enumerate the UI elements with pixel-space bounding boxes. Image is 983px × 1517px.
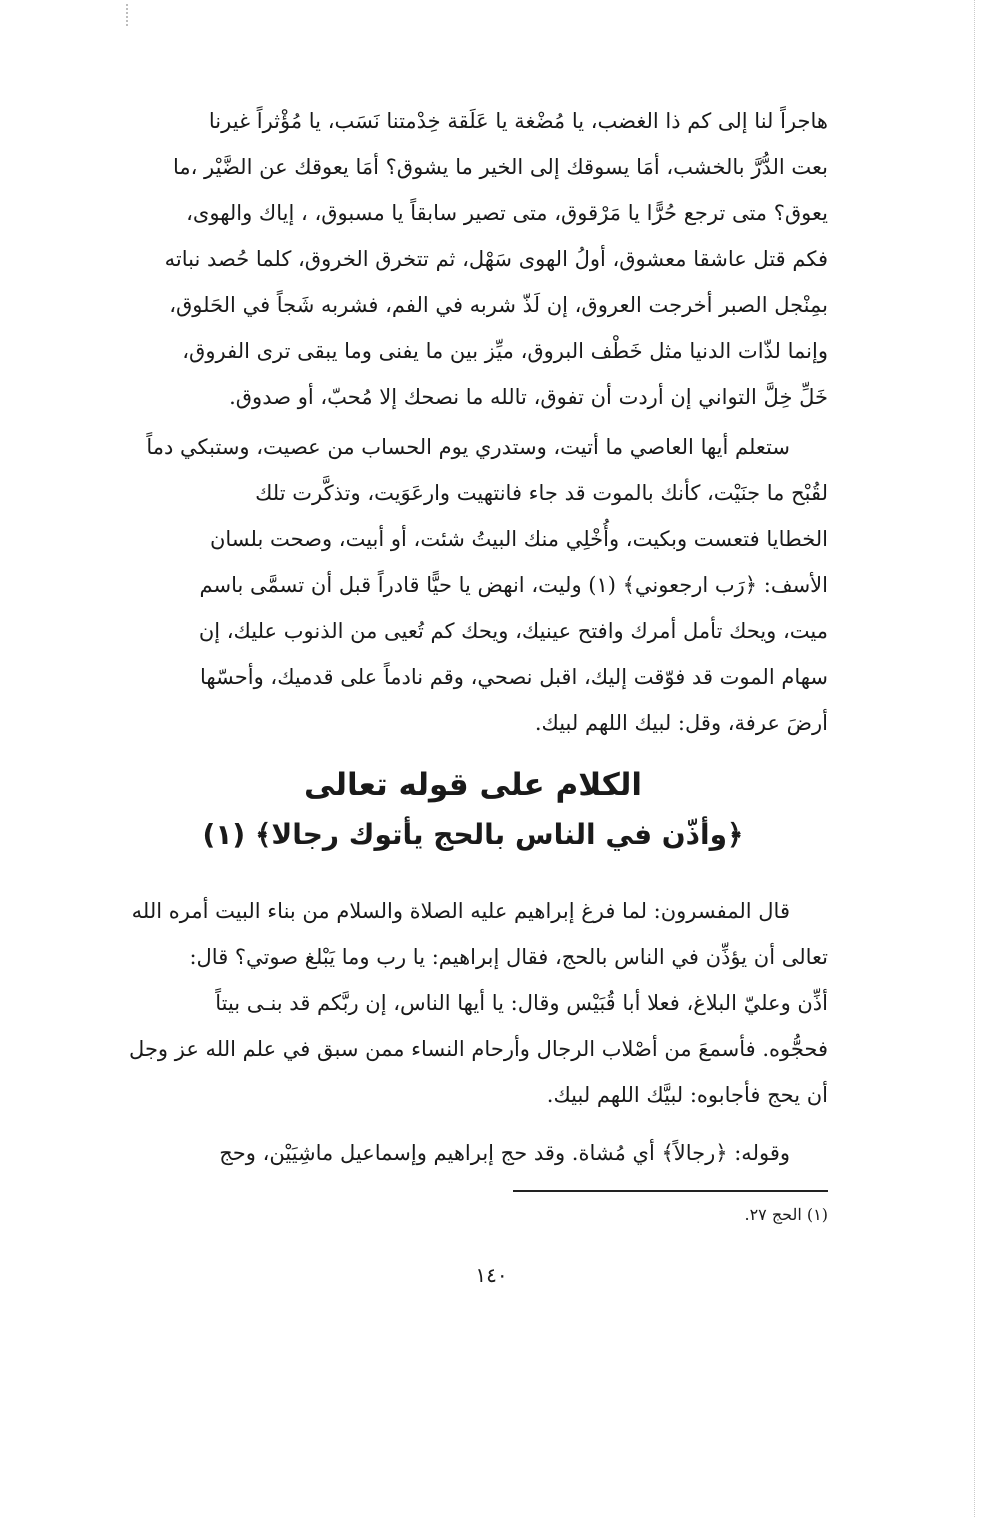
paragraph-line: بمِنْجل الصبر أخرجت العروق، إن لَذّ شربه في الفم، فشربه شَجاً في الحَلوق، [169,293,828,317]
paragraph-line: وقوله: ﴿رجالاً﴾ أي مُشاة. وقد حج إبراهيم وإسماعيل ماشِيَيْن، وحج [219,1141,790,1165]
paragraph-line: ستعلم أيها العاصي ما أتيت، وستدري يوم الحساب من عصيت، وستبكي دماً [146,435,790,459]
paragraph-line: أرضَ عرفة، وقل: لبيك اللهم لبيك. [534,711,828,735]
paragraph-3 [118,888,828,1118]
footnote-separator [513,1190,828,1192]
paragraph-4 [118,1130,828,1176]
footnote: (١) الحج ٢٧. [744,1205,828,1224]
paragraph-line: فكم قتل عاشقا معشوق، أولُ الهوى سَهْل، ثم تتخرق الخروق، كلما حُصد نباته [164,247,828,271]
paragraph-line: هاجراً لنا إلى كم ذا الغضب، يا مُضْغة يا عَلَقة خِدْمتنا نَسَب، يا مُؤْثراً غيرنا [208,109,828,133]
page-number: ١٤٠ [475,1263,508,1287]
paragraph-1 [118,98,828,420]
paragraph-line: أذِّن وعليّ البلاغ، فعلا أبا قُبَيْس وقال: يا أيها الناس، إن ربَّكم قد بنـى بيتاً [215,991,828,1015]
paragraph-line: تعالى أن يؤذِّن في الناس بالحج، فقال إبراهيم: يا رب وما يَبْلغ صوتي؟ قال: [189,945,828,969]
paragraph-line: أن يحج فأجابوه: لبيَّك اللهم لبيك. [546,1083,828,1107]
paragraph-line: يعوق؟ متى ترجع حُرًّا يا مَرْقوق، متى تصير سابقاً يا مسبوق، ، إياك والهوى، [186,201,828,225]
section-heading [118,760,828,860]
paragraph-2 [118,424,828,746]
paragraph-line: الخطايا فتعست وبكيت، وأُخْلِي منك البيتُ شئت، أو أبيت، وصحت بلسان [209,527,828,551]
paragraph-line: وإنما لذّات الدنيا مثل خَطْف البروق، ميِّز بين ما يفنى وما يبقى ترى الفروق، [182,339,828,363]
paragraph-line: لقُبْح ما جنَيْت، كأنك بالموت قد جاء فانتهيت وارعَوَيت، وتذكَّرت تلك [255,481,828,505]
paragraph-line: فحجُّوه. فأسمعَ من أصْلاب الرجال وأرحام النساء ممن سبق في علم الله عز وجل [129,1037,828,1061]
paragraph-line: الأسف: ﴿رَب ارجعوني﴾ (١) وليت، انهض يا حيًّا قادراً قبل أن تسمَّى باسم [199,573,828,597]
paragraph-line: خَلِّ خِلَّ التواني إن أردت أن تفوق، تالله ما نصحك إلا مُحبّ، أو صدوق. [229,385,828,409]
paragraph-line: بعت الدُّرَّ بالخشب، أمَا يسوقك إلى الخير ما يشوق؟ أمَا يعوقك عن الضَّيْر ،ما [172,155,828,179]
paragraph-line: سهام الموت قد فوّقت إليك، اقبل نصحي، وقم نادماً على قدميك، وأحسّها [199,665,828,689]
paragraph-line: ميت، ويحك تأمل أمرك وافتح عينيك، ويحك كم تُعيى من الذنوب عليك، إن [198,619,828,643]
section-title: الكلام على قوله تعالى [303,767,643,803]
section-verse: ﴿وأذّن في الناس بالحج يأتوك رجالا﴾ (١) [202,818,744,851]
scan-artifact [126,4,128,26]
paragraph-line: قال المفسرون: لما فرغ إبراهيم عليه الصلاة والسلام من بناء البيت أمره الله [131,899,790,923]
